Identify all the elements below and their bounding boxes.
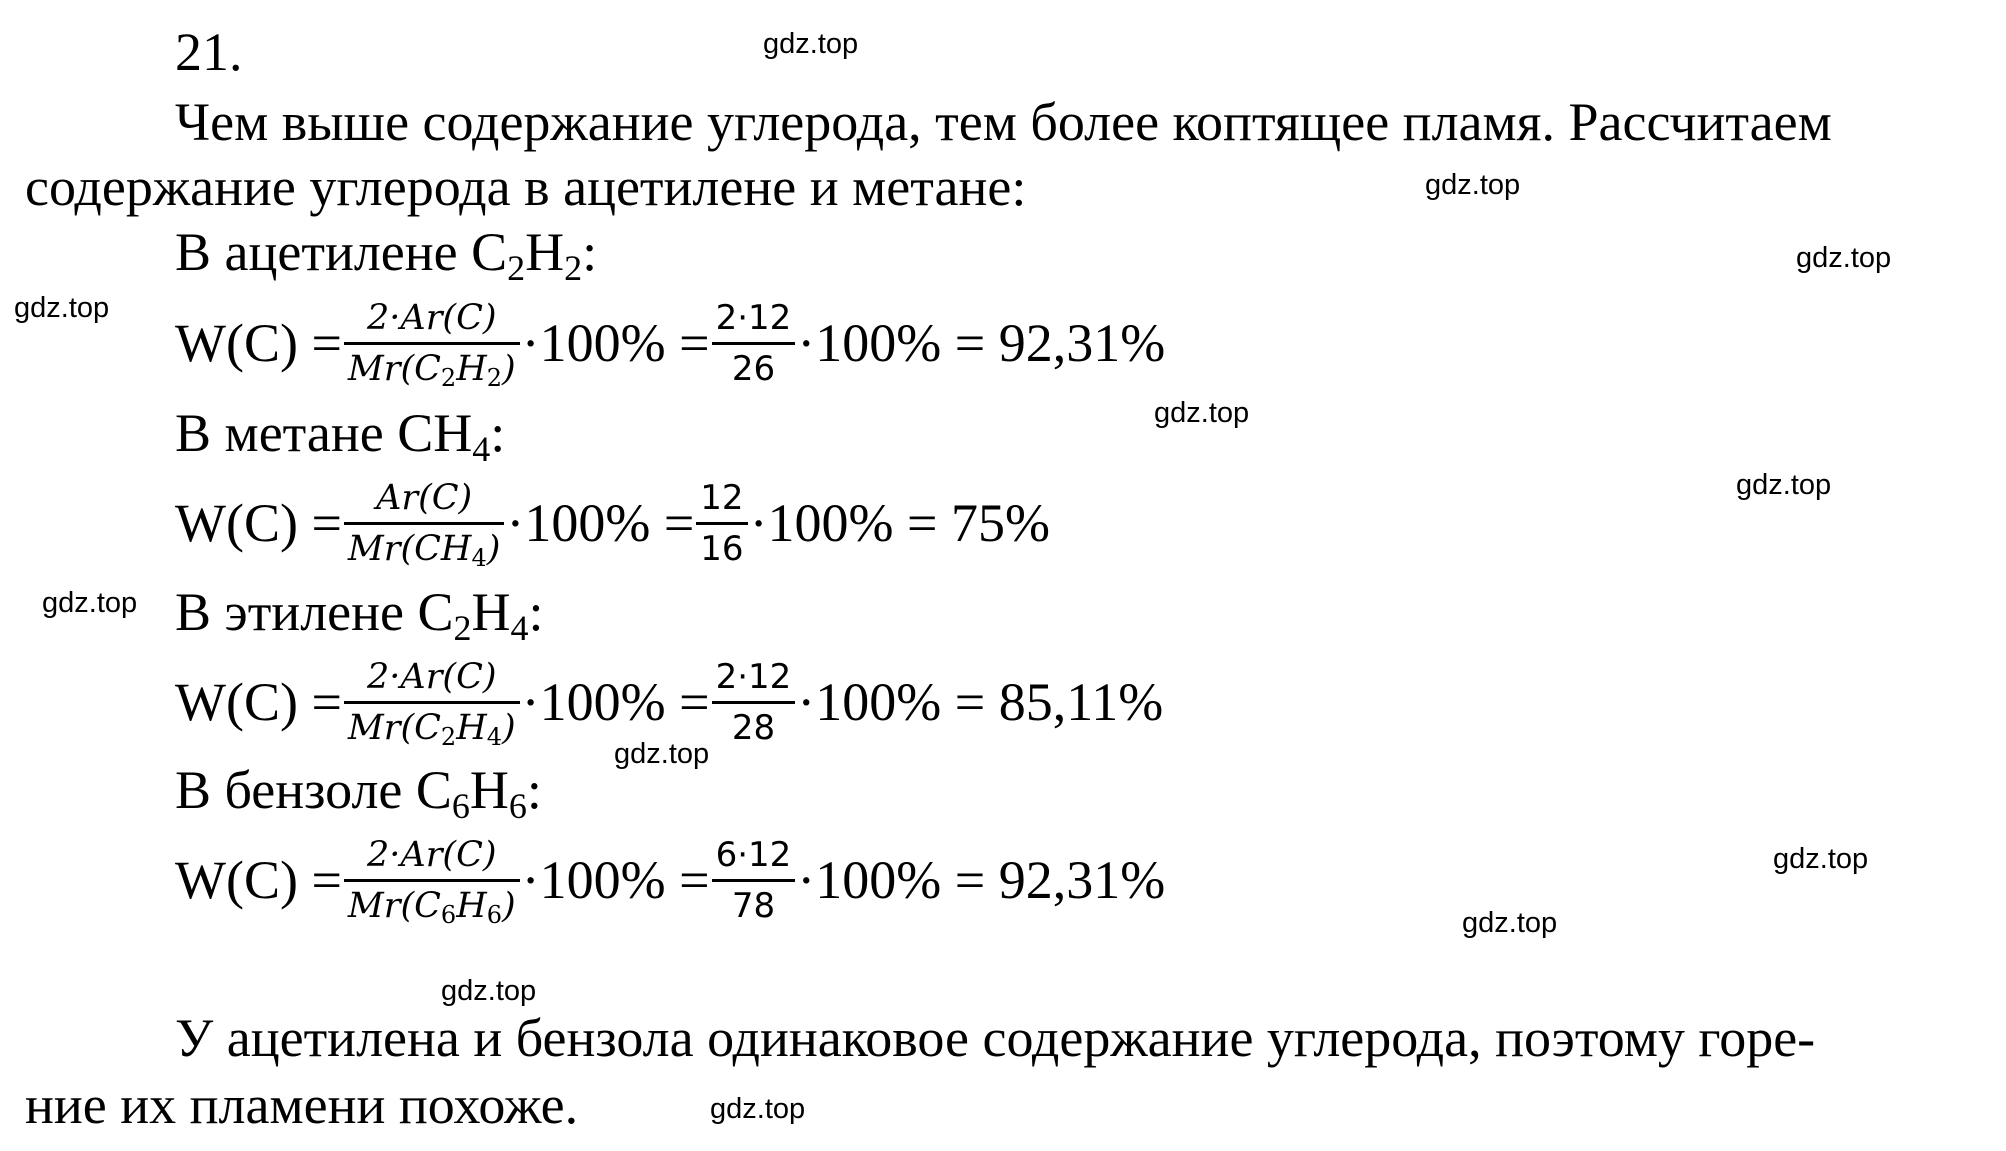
fraction-bar xyxy=(712,342,796,345)
fraction-ar-over-mr xyxy=(344,656,520,749)
acetylene-heading: В ацетилене $C_2H_2$: xyxy=(175,222,598,288)
watermark: gdz.top xyxy=(710,1093,806,1125)
fraction-denominator: 78 xyxy=(731,885,776,926)
watermark: gdz.top xyxy=(1796,242,1892,274)
fraction-denominator: Mr(C2H2) xyxy=(347,348,516,392)
benzene-heading: В бензоле $C_6H_6$: xyxy=(175,760,542,826)
fraction-numerator: 2·12 xyxy=(715,656,792,697)
watermark: gdz.top xyxy=(1154,397,1250,429)
fraction-ar-over-mr xyxy=(344,297,520,390)
watermark: gdz.top xyxy=(42,587,138,619)
fraction-numerator: Ar(C) xyxy=(376,477,473,518)
watermark: gdz.top xyxy=(1736,469,1832,501)
fraction-bar xyxy=(344,522,504,525)
conclusion-line-1: У ацетилена и бензола одинаковое содержание углерода, поэтому горе- xyxy=(175,1008,1816,1068)
fraction-denominator: 28 xyxy=(731,707,776,748)
formula-lhs: W(C) = xyxy=(175,672,342,732)
intro-line-1: Чем выше содержание углерода, тем более коптящее пламя. Рассчитаем xyxy=(175,92,1832,152)
formula-lhs: W(C) = xyxy=(175,493,342,553)
fraction-ar-over-mr xyxy=(344,477,504,570)
fraction-bar xyxy=(344,879,520,882)
fraction-denominator: 26 xyxy=(731,348,776,389)
task-number: 21. xyxy=(175,22,243,82)
fraction-bar xyxy=(344,701,520,704)
formula-lhs: W(C) = xyxy=(175,313,342,373)
fraction-denominator: 16 xyxy=(700,528,744,569)
fraction-numerator: 12 xyxy=(700,477,744,518)
fraction-numerator: 2·Ar(C) xyxy=(367,834,497,875)
formula-mid: ·100% = xyxy=(521,850,710,910)
fraction-bar xyxy=(344,342,520,345)
watermark: gdz.top xyxy=(1773,843,1869,875)
fraction-numerator: 6·12 xyxy=(715,834,792,875)
fraction-bar xyxy=(712,701,796,704)
fraction-numeric xyxy=(712,834,796,927)
formula-result: ·100% = 85,11% xyxy=(797,672,1164,732)
watermark: gdz.top xyxy=(614,738,710,770)
formula-mid: ·100% = xyxy=(506,493,695,553)
watermark: gdz.top xyxy=(763,28,859,60)
formula-mid: ·100% = xyxy=(521,313,710,373)
formula-mid: ·100% = xyxy=(521,672,710,732)
watermark: gdz.top xyxy=(1462,907,1558,939)
fraction-bar xyxy=(696,522,747,525)
fraction-bar xyxy=(712,879,796,882)
conclusion-line-2: ние их пламени похоже. xyxy=(25,1075,579,1135)
formula-result: ·100% = 92,31% xyxy=(797,313,1166,373)
fraction-ar-over-mr xyxy=(344,834,520,927)
watermark: gdz.top xyxy=(14,292,110,324)
fraction-numeric xyxy=(696,477,747,570)
watermark: gdz.top xyxy=(1425,169,1521,201)
methane-formula xyxy=(175,463,1050,583)
ethylene-heading: В этилене $C_2H_4$: xyxy=(175,582,544,648)
formula-result: ·100% = 75% xyxy=(749,493,1050,553)
fraction-denominator: Mr(C6H6) xyxy=(347,885,516,929)
intro-line-2: содержание углерода в ацетилене и метане: xyxy=(25,157,1027,217)
acetylene-formula xyxy=(175,283,1165,403)
formula-lhs: W(C) = xyxy=(175,850,342,910)
benzene-formula xyxy=(175,820,1165,940)
fraction-numerator: 2·12 xyxy=(715,297,792,338)
fraction-numeric xyxy=(712,656,796,749)
watermark: gdz.top xyxy=(441,975,537,1007)
fraction-numeric xyxy=(712,297,796,390)
fraction-numerator: 2·Ar(C) xyxy=(367,297,497,338)
fraction-numerator: 2·Ar(C) xyxy=(367,656,497,697)
fraction-denominator: Mr(CH4) xyxy=(347,528,501,572)
formula-result: ·100% = 92,31% xyxy=(797,850,1166,910)
methane-heading: В метане $CH_4$: xyxy=(175,403,506,469)
fraction-denominator: Mr(C2H4) xyxy=(347,707,516,751)
